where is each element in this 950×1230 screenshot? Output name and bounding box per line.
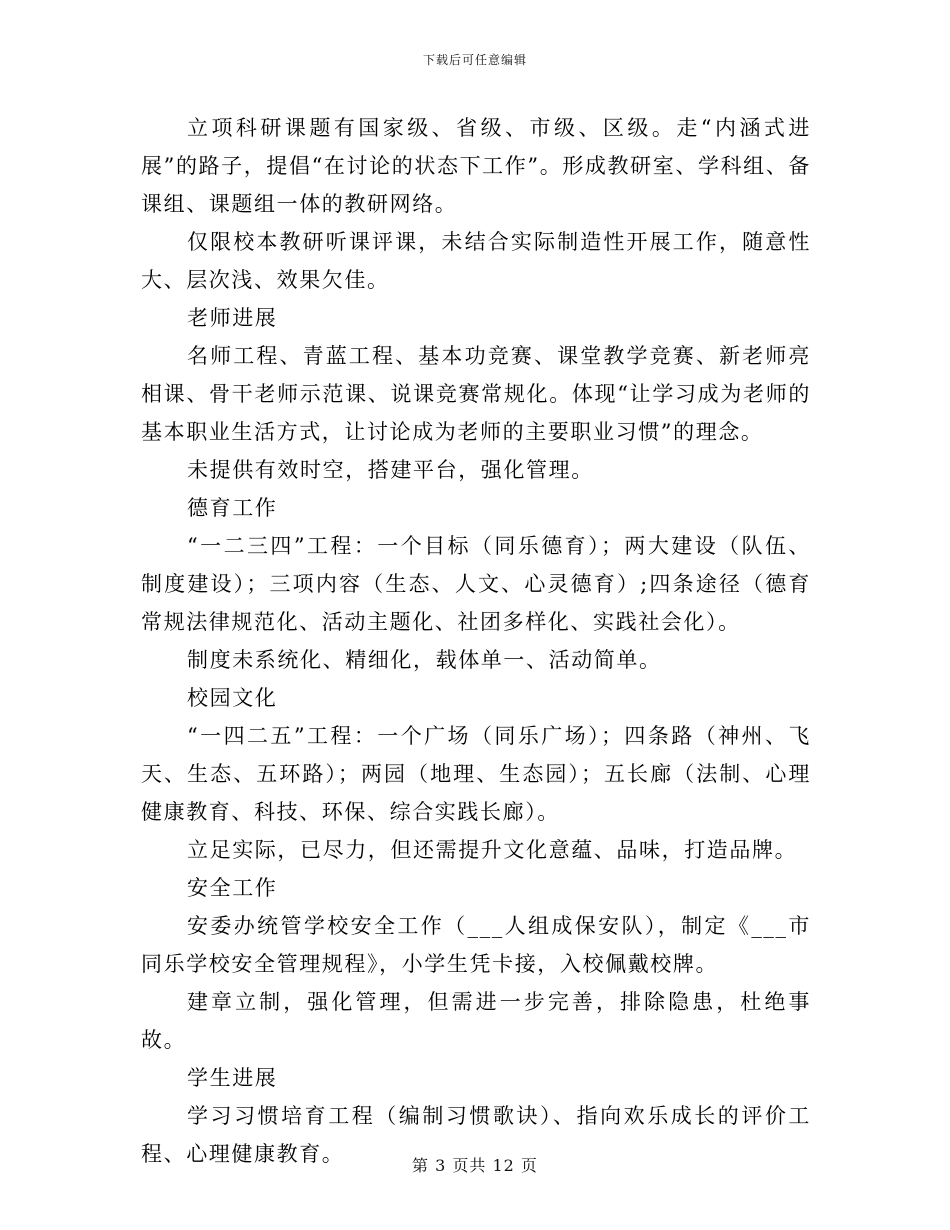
- paragraph-safety-issues: 建章立制，强化管理，但需进一步完善，排除隐患，杜绝事故。: [141, 990, 811, 1052]
- paragraph-research-issues: 仅限校本教研听课评课，未结合实际制造性开展工作，随意性大、层次浅、效果欠佳。: [141, 230, 811, 292]
- paragraph-teacher-issues: 未提供有效时空，搭建平台，强化管理。: [187, 458, 594, 482]
- paragraph-student-program: 学习习惯培育工程（编制习惯歌诀）、指向欢乐成长的评价工程、心理健康教育。: [141, 1104, 811, 1166]
- section-heading-safety-work: 安全工作: [187, 876, 278, 900]
- paragraph-research-projects: 立项科研课题有国家级、省级、市级、区级。走“内涵式进展”的路子，提倡“在讨论的状态下工作”。形成教研室、学科组、备课组、课题组一体的教研网络。: [141, 116, 811, 216]
- paragraph-moral-program: “一二三四”工程：一个目标（同乐德育）；两大建设（队伍、制度建设）；三项内容（生态、人文、心灵德育）;四条途径（德育常规法律规范化、活动主题化、社团多样化、实践社会化）。: [141, 534, 811, 634]
- paragraph-culture-issues: 立足实际，已尽力，但还需提升文化意蕴、品味，打造品牌。: [187, 838, 798, 862]
- section-heading-moral-education: 德育工作: [187, 496, 278, 520]
- section-heading-campus-culture: 校园文化: [187, 686, 278, 710]
- page-footer: 第 3 页共 12 页: [412, 1156, 538, 1175]
- paragraph-moral-issues: 制度未系统化、精细化，载体单一、活动简单。: [187, 648, 662, 672]
- section-heading-teacher-development: 老师进展: [187, 306, 278, 330]
- page-header: 下载后可任意编辑: [422, 53, 527, 67]
- document-body: [141, 109, 811, 1173]
- paragraph-culture-program: “一四二五”工程：一个广场（同乐广场）；四条路（神州、飞天、生态、五环路）；两园（地理、生态园）；五长廊（法制、心理健康教育、科技、环保、综合实践长廊）。: [141, 724, 811, 824]
- paragraph-teacher-programs: 名师工程、青蓝工程、基本功竞赛、课堂教学竞赛、新老师亮相课、骨干老师示范课、说课竞赛常规化。体现“让学习成为老师的基本职业生活方式，让讨论成为老师的主要职业习惯”的理念。: [141, 344, 811, 444]
- paragraph-safety-program: 安委办统管学校安全工作（___人组成保安队），制定《___市同乐学校安全管理规程》，小学生凭卡接，入校佩戴校牌。: [141, 914, 811, 976]
- section-heading-student-development: 学生进展: [187, 1066, 278, 1090]
